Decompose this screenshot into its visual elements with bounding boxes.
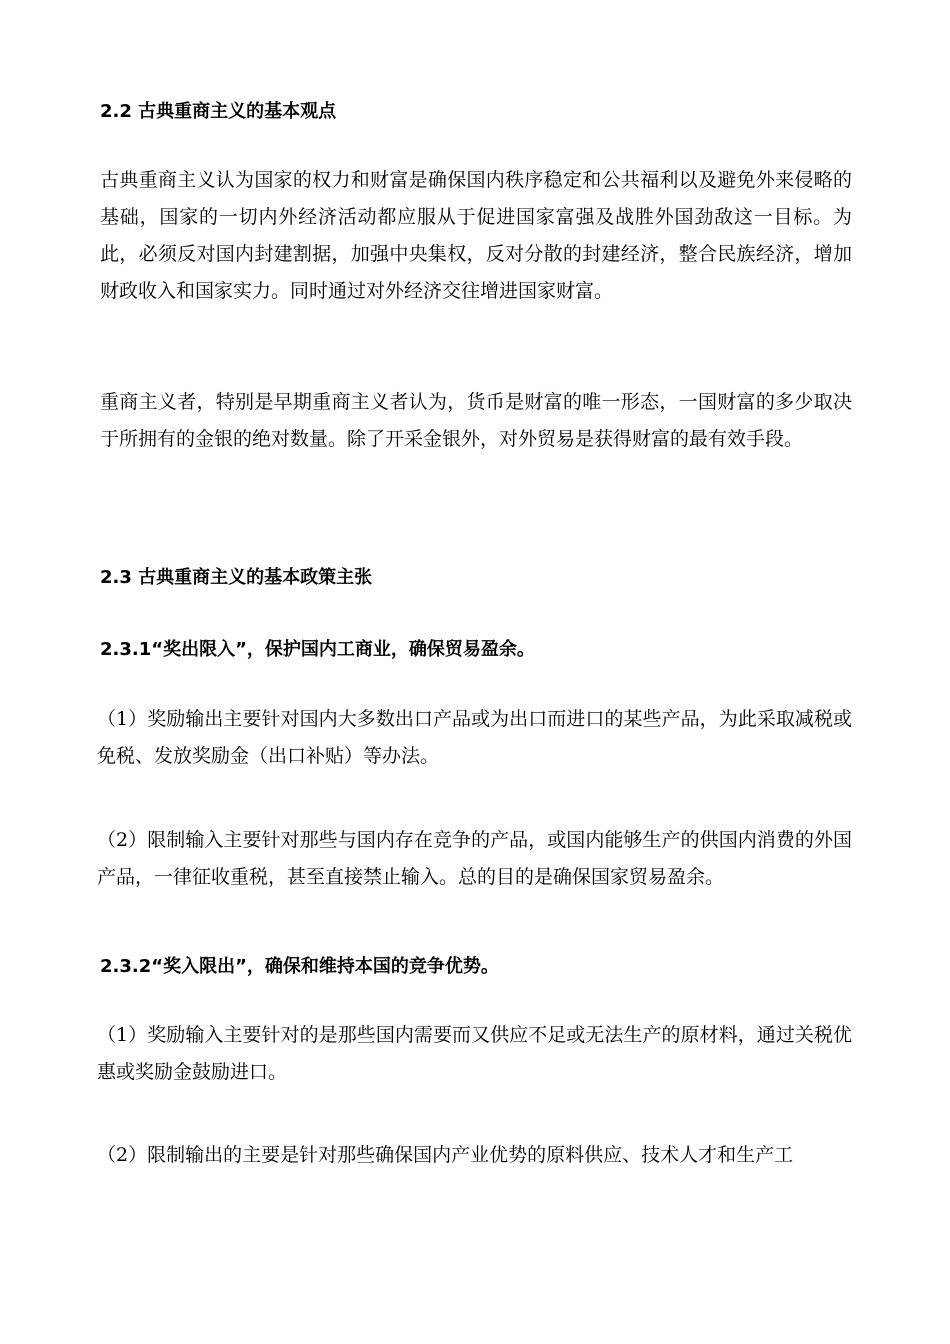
list-item: （2）限制输出的主要是针对那些确保国内产业优势的原料供应、技术人才和生产工 <box>97 1144 794 1166</box>
list-item: （1）奖励输入主要针对的是那些国内需要而又供应不足或无法生产的原材料，通过关税优惠或奖励金鼓励进口。 <box>97 1024 852 1083</box>
subsection-heading-2-3-1: 2.3.1“奖出限入”，保护国内工商业，确保贸易盈余。 <box>100 639 535 660</box>
subsection-heading-2-3-2: 2.3.2“奖入限出”，确保和维持本国的竞争优势。 <box>100 956 499 977</box>
section-heading-2-2: 2.2 古典重商主义的基本观点 <box>100 101 337 122</box>
paragraph: 重商主义者，特别是早期重商主义者认为，货币是财富的唯一形态，一国财富的多少取决于所拥有的金银的绝对数量。除了开采金银外，对外贸易是获得财富的最有效手段。 <box>100 391 852 450</box>
paragraph: 古典重商主义认为国家的权力和财富是确保国内秩序稳定和公共福利以及避免外来侵略的基础，国家的一切内外经济活动都应服从于促进国家富强及战胜外国劲敌这一目标。为此，必须反对国内封建割据，加强中央集权，反对分散的封建经济，整合民族经济，增加财政收入和国家实力。同时通过对外经济交往增进国家财富。 <box>100 169 852 302</box>
section-heading-2-3: 2.3 古典重商主义的基本政策主张 <box>100 567 373 588</box>
list-item: （1）奖励输出主要针对国内大多数出口产品或为出口而进口的某些产品，为此采取减税或免税、发放奖励金（出口补贴）等办法。 <box>97 708 852 767</box>
list-item: （2）限制输入主要针对那些与国内存在竞争的产品，或国内能够生产的供国内消费的外国产品，一律征收重税，甚至直接禁止输入。总的目的是确保国家贸易盈余。 <box>97 829 852 888</box>
